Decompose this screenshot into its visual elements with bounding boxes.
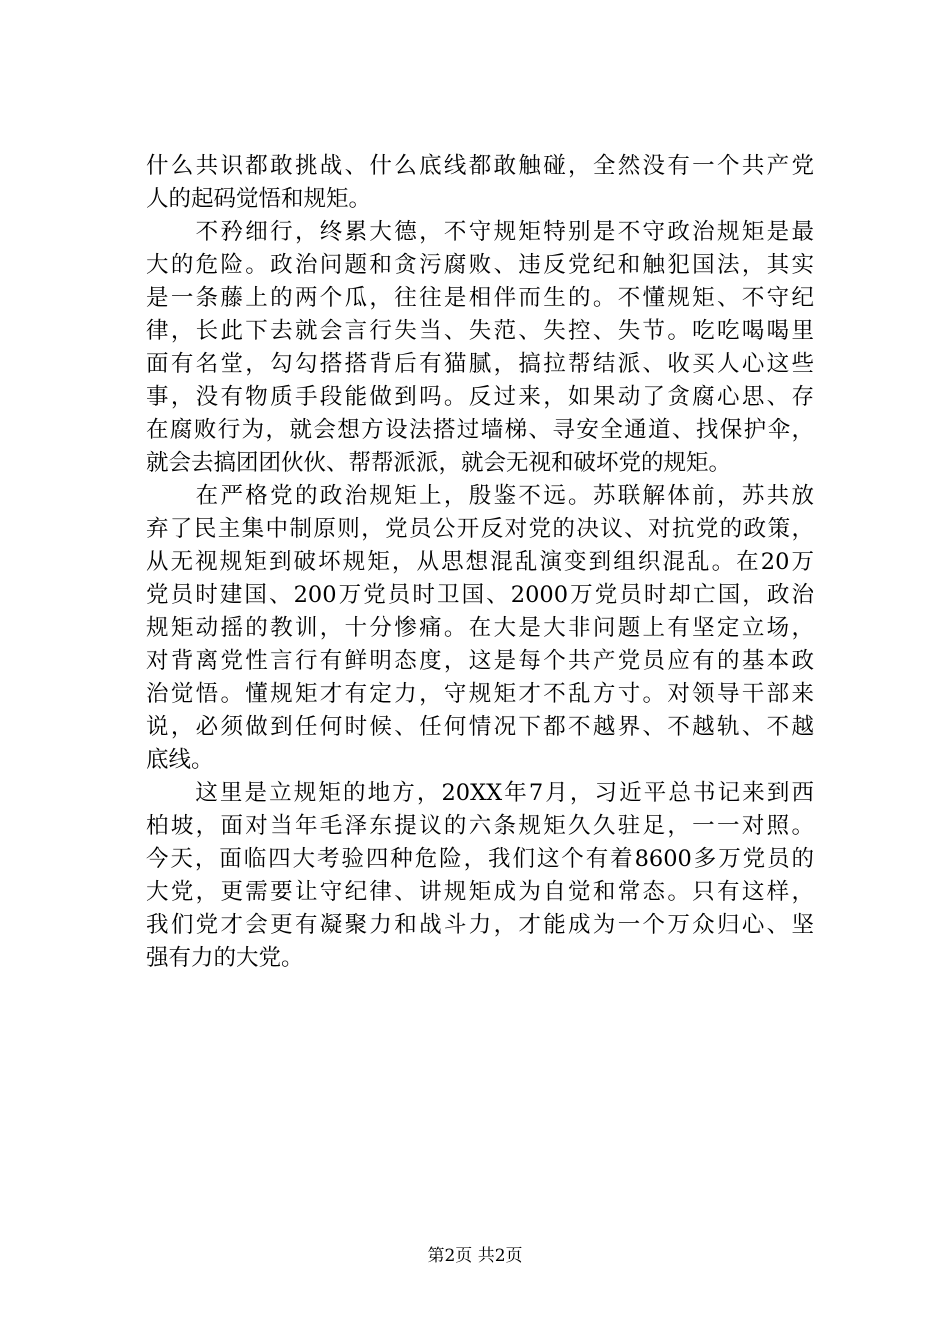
- text-line: 从无视规矩到破坏规矩，从思想混乱演变到组织混乱。在20万: [146, 549, 814, 575]
- text-line: 就会去搞团团伙伙、帮帮派派，就会无视和破坏党的规矩。: [146, 450, 732, 476]
- paragraph-3: [146, 480, 814, 777]
- text-line: 说，必须做到任何时候、任何情况下都不越界、不越轨、不越: [146, 714, 814, 740]
- text-line: 柏坡，面对当年毛泽东提议的六条规矩久久驻足，一一对照。: [146, 813, 814, 839]
- text-line: 强有力的大党。: [146, 945, 304, 971]
- text-line: 面有名堂，勾勾搭搭背后有猫腻，搞拉帮结派、收买人心这些: [146, 351, 814, 377]
- text-line: 大的危险。政治问题和贪污腐败、违反党纪和触犯国法，其实: [146, 252, 814, 278]
- text-line: 治觉悟。懂规矩才有定力，守规矩才不乱方寸。对领导干部来: [146, 681, 814, 707]
- text-line: 弃了民主集中制原则，党员公开反对党的决议、对抗党的政策，: [146, 516, 814, 542]
- text-line: 规矩动摇的教训，十分惨痛。在大是大非问题上有坚定立场，: [146, 615, 814, 641]
- text-line: 我们党才会更有凝聚力和战斗力，才能成为一个万众归心、坚: [146, 912, 814, 938]
- text-line: 在腐败行为，就会想方设法搭过墙梯、寻安全通道、找保护伞，: [146, 417, 814, 443]
- paragraph-4: [146, 777, 814, 975]
- text-line: 今天，面临四大考验四种危险，我们这个有着8600多万党员的: [146, 846, 814, 872]
- page-number-footer: 第2页 共2页: [427, 1246, 523, 1266]
- text-line: 不矜细行，终累大德，不守规矩特别是不守政治规矩是最: [146, 219, 814, 245]
- paragraph-2: [146, 216, 814, 480]
- text-line: 是一条藤上的两个瓜，往往是相伴而生的。不懂规矩、不守纪: [146, 285, 814, 311]
- text-line: 事，没有物质手段能做到吗。反过来，如果动了贪腐心思、存: [146, 384, 814, 410]
- paragraph-1: [146, 150, 814, 216]
- text-line: 对背离党性言行有鲜明态度，这是每个共产党员应有的基本政: [146, 648, 814, 674]
- text-line: 底线。: [146, 747, 214, 773]
- text-line: 大党，更需要让守纪律、讲规矩成为自觉和常态。只有这样，: [146, 879, 814, 905]
- text-line: 党员时建国、200万党员时卫国、2000万党员时却亡国，政治: [146, 582, 814, 608]
- document-body: [146, 150, 814, 975]
- text-line: 在严格党的政治规矩上，殷鉴不远。苏联解体前，苏共放: [146, 483, 814, 509]
- text-line: 什么共识都敢挑战、什么底线都敢触碰，全然没有一个共产党: [146, 153, 814, 179]
- text-line: 律，长此下去就会言行失当、失范、失控、失节。吃吃喝喝里: [146, 318, 814, 344]
- text-line: 这里是立规矩的地方，20XX年7月，习近平总书记来到西: [146, 780, 814, 806]
- text-line: 人的起码觉悟和规矩。: [146, 186, 372, 212]
